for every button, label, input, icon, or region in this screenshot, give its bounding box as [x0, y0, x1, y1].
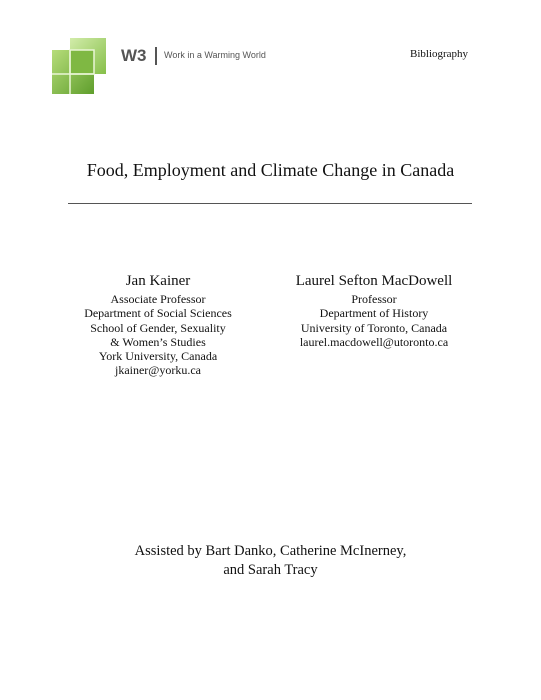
author-university: York University, Canada — [98, 349, 218, 364]
author-email[interactable]: jkainer@yorku.ca — [114, 363, 201, 378]
author-school-cont: & Women’s Studies — [110, 334, 206, 349]
author-email[interactable]: laurel.macdowell@utoronto.ca — [299, 334, 449, 349]
assisted-line-1: Assisted by Bart Danko, Catherine McInerney, — [134, 543, 407, 559]
logo-divider — [155, 47, 157, 65]
author-position: Professor — [351, 292, 397, 306]
title-divider — [68, 203, 472, 204]
w3-logo-icon — [50, 36, 110, 96]
author-department: Department of History — [319, 306, 429, 321]
author-position: Associate Professor — [110, 292, 206, 306]
author-name: Laurel Sefton MacDowell — [295, 273, 453, 289]
logo-tagline: Work in a Warming World — [164, 50, 266, 60]
author-school: School of Gender, Sexuality — [90, 320, 226, 335]
logo-mark-text: W3 — [121, 46, 147, 65]
author-university: University of Toronto, Canada — [300, 320, 448, 335]
document-title: Food, Employment and Climate Change in Canada — [86, 160, 455, 180]
document-type-label: Bibliography — [410, 48, 469, 60]
author-block-kainer — [58, 272, 258, 378]
assisted-line-2: and Sarah Tracy — [223, 562, 318, 578]
author-name: Jan Kainer — [125, 273, 191, 289]
author-department: Department of Social Sciences — [84, 306, 232, 321]
author-block-macdowell — [272, 272, 476, 349]
assisted-by-credit — [0, 542, 541, 580]
